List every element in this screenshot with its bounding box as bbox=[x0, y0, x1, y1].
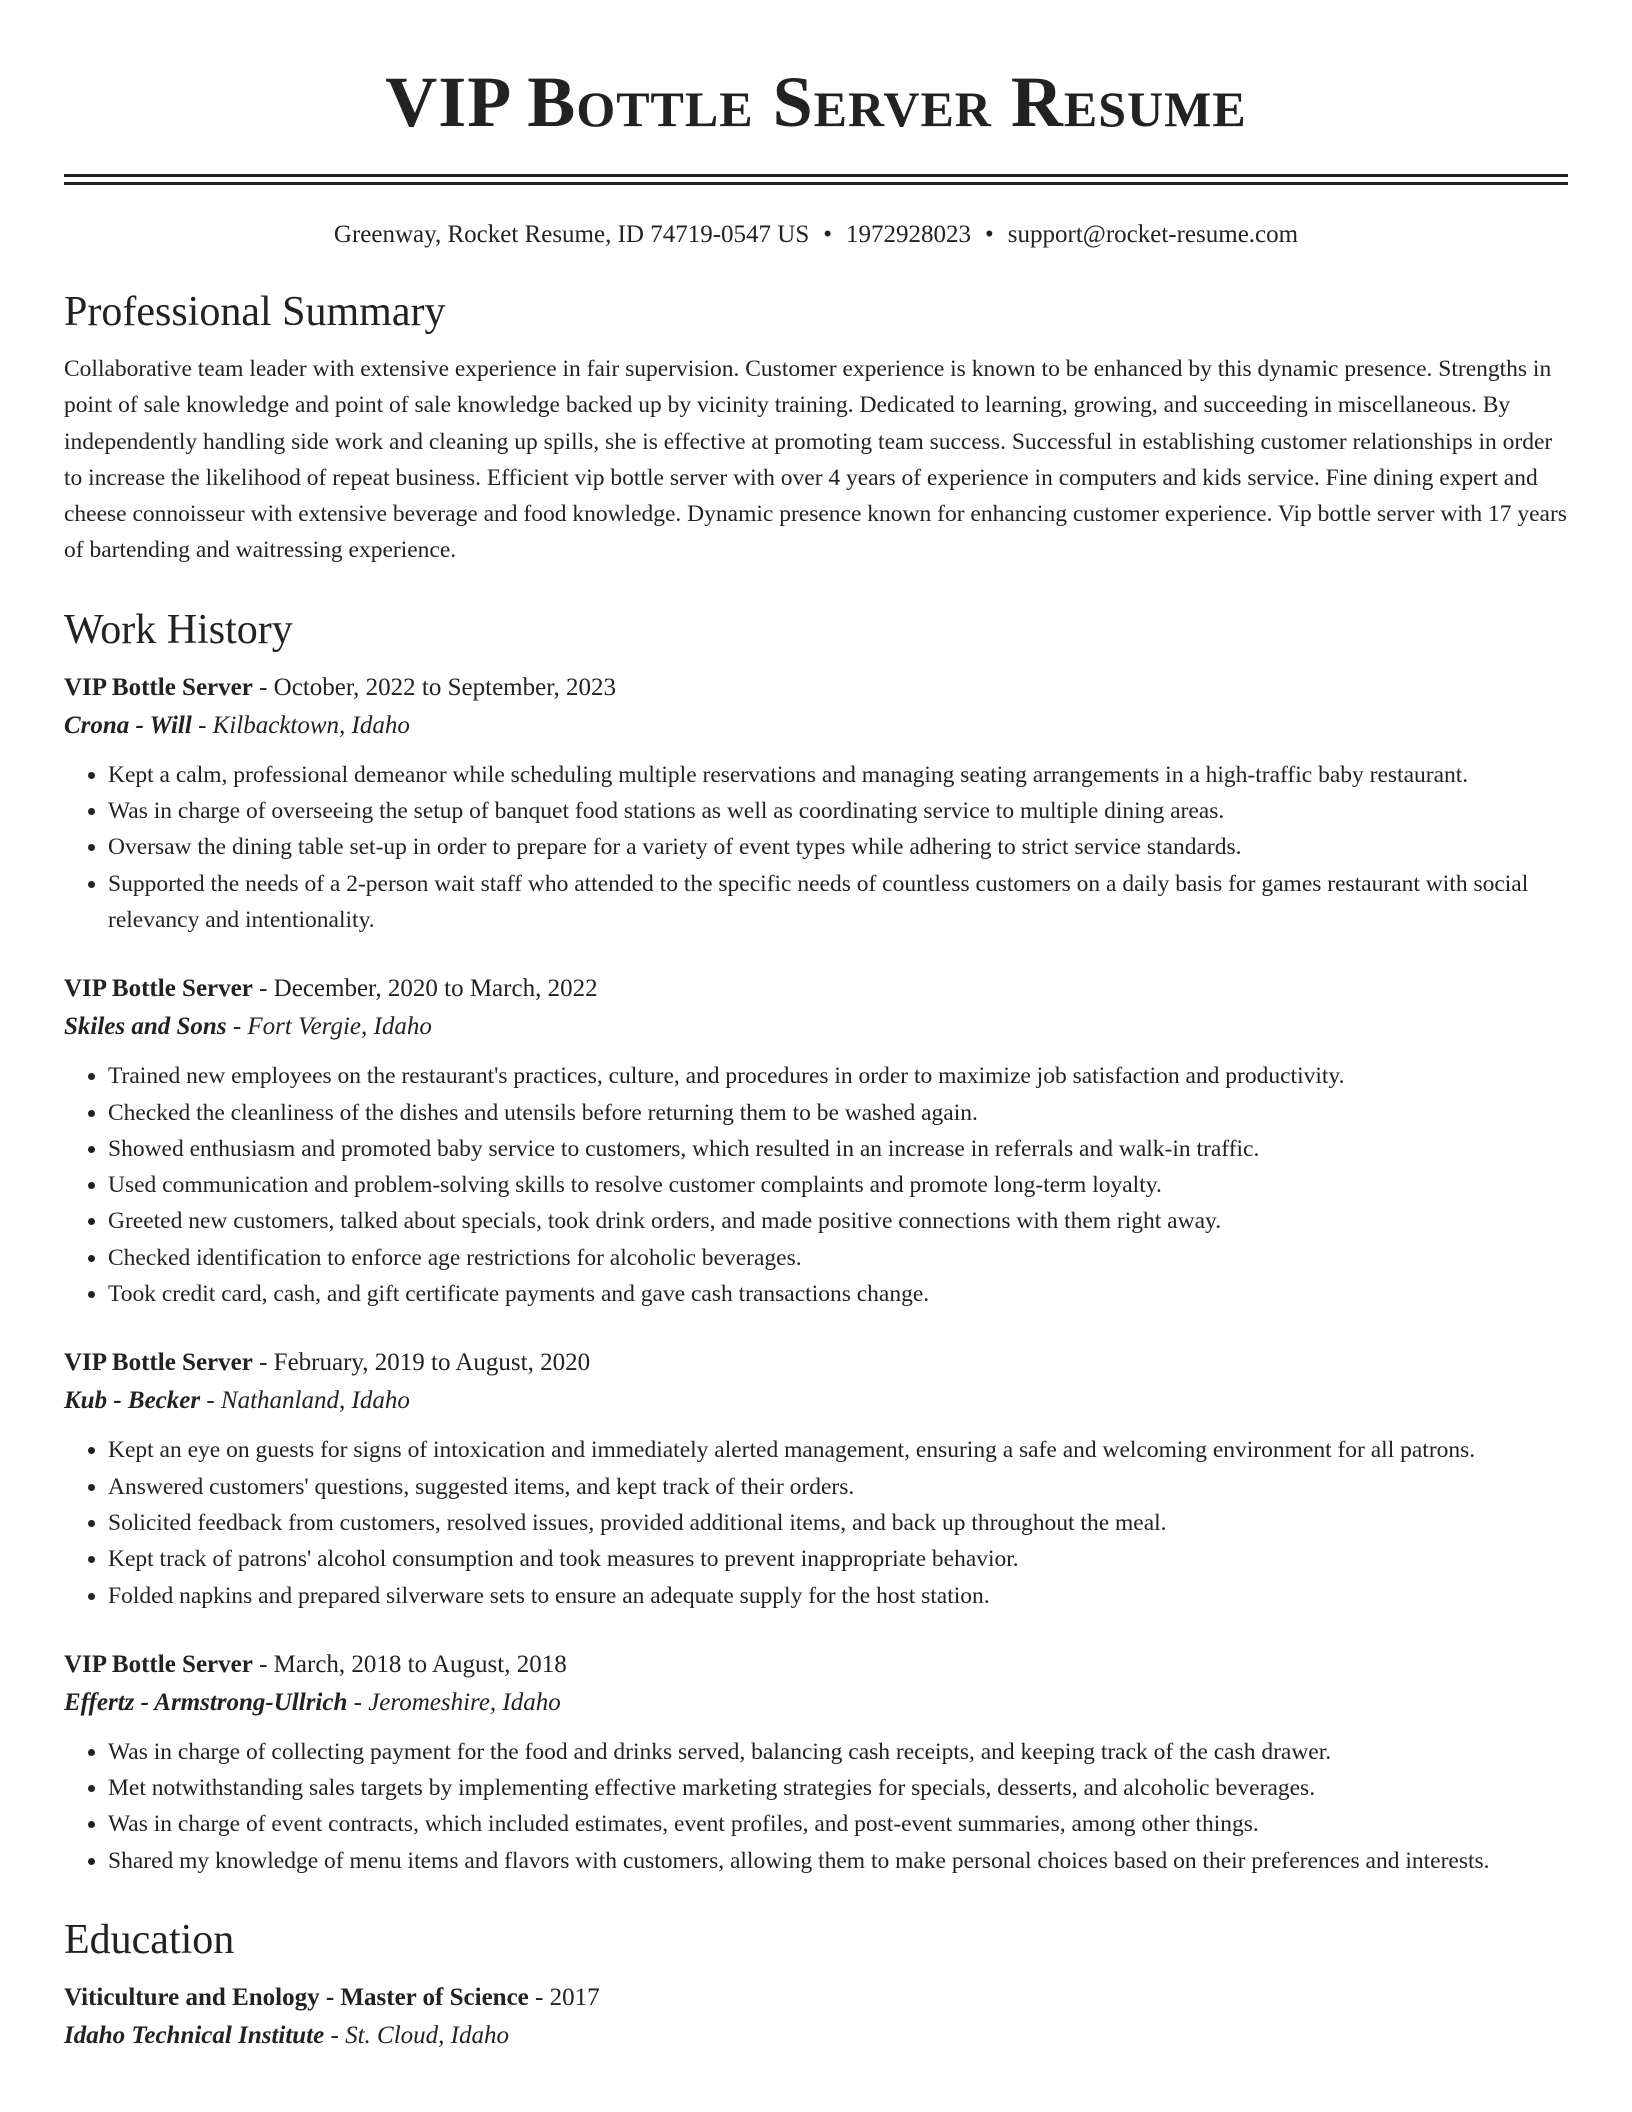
job-location: - Kilbacktown, Idaho bbox=[191, 711, 410, 739]
job-company: Kub - Becker bbox=[64, 1387, 201, 1415]
resume-title: VIP Bottle Server Resume bbox=[385, 62, 1247, 142]
duty-item: • Folded napkins and prepared silverware sets to ensure an adequate supply for the host station. bbox=[108, 1578, 1568, 1614]
duty-item: • Answered customers' questions, suggested items, and kept track of their orders. bbox=[108, 1469, 1568, 1505]
job-duties bbox=[64, 1734, 1568, 1879]
contact-line bbox=[64, 219, 1568, 251]
title-divider bbox=[64, 174, 1568, 185]
education-year: - 2017 bbox=[528, 1984, 600, 2012]
job-header bbox=[64, 1344, 1568, 1382]
job-company: Crona - Will bbox=[64, 711, 192, 739]
job-role: VIP Bottle Server bbox=[64, 1650, 253, 1678]
job-role: VIP Bottle Server bbox=[64, 673, 253, 701]
duty-item: • Shared my knowledge of menu items and flavors with customers, allowing them to make personal choices based on their preferences and interests. bbox=[108, 1843, 1568, 1879]
duty-item: • Oversaw the dining table set-up in order to prepare for a variety of event types while adhering to strict service standards. bbox=[108, 829, 1568, 865]
job-dates: - March, 2018 to August, 2018 bbox=[252, 1650, 567, 1678]
education-school: Idaho Technical Institute bbox=[64, 2022, 325, 2050]
job-dates: - October, 2022 to September, 2023 bbox=[252, 673, 617, 701]
job-duties bbox=[64, 757, 1568, 938]
duty-item: • Met notwithstanding sales targets by implementing effective marketing strategies for specials, desserts, and alcoholic beverages. bbox=[108, 1770, 1568, 1806]
education-entry bbox=[64, 1979, 1568, 2055]
duty-item: • Kept an eye on guests for signs of intoxication and immediately alerted management, ensuring a safe and welcoming environment for all patrons. bbox=[108, 1432, 1568, 1468]
education-location: - St. Cloud, Idaho bbox=[324, 2022, 509, 2050]
duty-item: • Was in charge of collecting payment for the food and drinks served, balancing cash receipts, and keeping track of the cash drawer. bbox=[108, 1734, 1568, 1770]
job-location: - Jeromeshire, Idaho bbox=[347, 1688, 561, 1716]
duty-item: • Supported the needs of a 2-person wait staff who attended to the specific needs of countless customers on a daily basis for games restaurant with social relevancy and intentionality. bbox=[108, 866, 1568, 939]
duty-item: • Checked identification to enforce age restrictions for alcoholic beverages. bbox=[108, 1240, 1568, 1276]
job-employer bbox=[64, 1382, 1568, 1420]
job-entry bbox=[64, 1646, 1568, 1879]
education-degree: Viticulture and Enology - Master of Science bbox=[64, 1984, 529, 2012]
job-role: VIP Bottle Server bbox=[64, 975, 253, 1003]
duty-item: • Showed enthusiasm and promoted baby service to customers, which resulted in an increase in referrals and walk-in traffic. bbox=[108, 1131, 1568, 1167]
contact-email: support@rocket-resume.com bbox=[1007, 221, 1299, 248]
job-role: VIP Bottle Server bbox=[64, 1349, 253, 1377]
duty-item: • Used communication and problem-solving skills to resolve customer complaints and promote long-term loyalty. bbox=[108, 1167, 1568, 1203]
duty-item: • Solicited feedback from customers, resolved issues, provided additional items, and back up throughout the meal. bbox=[108, 1505, 1568, 1541]
duty-item: • Checked the cleanliness of the dishes and utensils before returning them to be washed again. bbox=[108, 1095, 1568, 1131]
job-employer bbox=[64, 1684, 1568, 1722]
education-header bbox=[64, 1979, 1568, 2017]
contact-separator: • bbox=[985, 221, 994, 248]
duty-item: • Trained new employees on the restaurant's practices, culture, and procedures in order to maximize job satisfaction and productivity. bbox=[108, 1058, 1568, 1094]
job-dates: - December, 2020 to March, 2022 bbox=[252, 975, 598, 1003]
duty-item: • Took credit card, cash, and gift certificate payments and gave cash transactions change. bbox=[108, 1276, 1568, 1312]
job-entry bbox=[64, 970, 1568, 1312]
job-duties bbox=[64, 1432, 1568, 1613]
job-dates: - February, 2019 to August, 2020 bbox=[252, 1349, 591, 1377]
duty-item: • Kept a calm, professional demeanor while scheduling multiple reservations and managing seating arrangements in a high-traffic baby restaurant. bbox=[108, 757, 1568, 793]
summary-heading: Professional Summary bbox=[64, 289, 446, 335]
work-history-heading: Work History bbox=[64, 606, 293, 653]
job-location: - Fort Vergie, Idaho bbox=[226, 1013, 432, 1041]
job-header bbox=[64, 669, 1568, 707]
duty-item: • Greeted new customers, talked about specials, took drink orders, and made positive connections with them right away. bbox=[108, 1203, 1568, 1239]
job-location: - Nathanland, Idaho bbox=[200, 1387, 410, 1415]
education-heading: Education bbox=[64, 1917, 235, 1964]
job-company: Effertz - Armstrong-Ullrich bbox=[64, 1688, 348, 1716]
job-company: Skiles and Sons bbox=[64, 1013, 227, 1041]
job-header bbox=[64, 970, 1568, 1008]
contact-phone: 1972928023 bbox=[846, 221, 972, 248]
contact-address: Greenway, Rocket Resume, ID 74719-0547 US bbox=[333, 221, 810, 248]
job-entry bbox=[64, 1344, 1568, 1613]
job-employer bbox=[64, 707, 1568, 745]
job-employer bbox=[64, 1008, 1568, 1046]
duty-item: • Was in charge of overseeing the setup of banquet food stations as well as coordinating service to multiple dining areas. bbox=[108, 793, 1568, 829]
job-duties bbox=[64, 1058, 1568, 1312]
job-header bbox=[64, 1646, 1568, 1684]
duty-item: • Kept track of patrons' alcohol consumption and took measures to prevent inappropriate behavior. bbox=[108, 1541, 1568, 1577]
contact-separator: • bbox=[823, 221, 833, 248]
summary-text: Collaborative team leader with extensive experience in fair supervision. Customer experience is known to be enhanced by this dynamic presence. Strengths in point of sale knowledge and point of sale knowledge backed up by vicinity training. Dedicated to learning, growing, and succeeding in miscellaneous. By independently handling side work and cleaning up spills, she is effective at promoting team success. Successful in establishing customer relationships in order to increase the likelihood of repeat business. Efficient vip bottle server with over 4 years of experience in computers and kids service. Fine dining expert and cheese connoisseur with extensive beverage and food knowledge. Dynamic presence known for enhancing customer experience. Vip bottle server with 17 years of bartending and waitressing experience. bbox=[64, 356, 1567, 564]
education-institution bbox=[64, 2017, 1568, 2055]
job-entry bbox=[64, 669, 1568, 938]
duty-item: • Was in charge of event contracts, which included estimates, event profiles, and post-event summaries, among other things. bbox=[108, 1806, 1568, 1842]
